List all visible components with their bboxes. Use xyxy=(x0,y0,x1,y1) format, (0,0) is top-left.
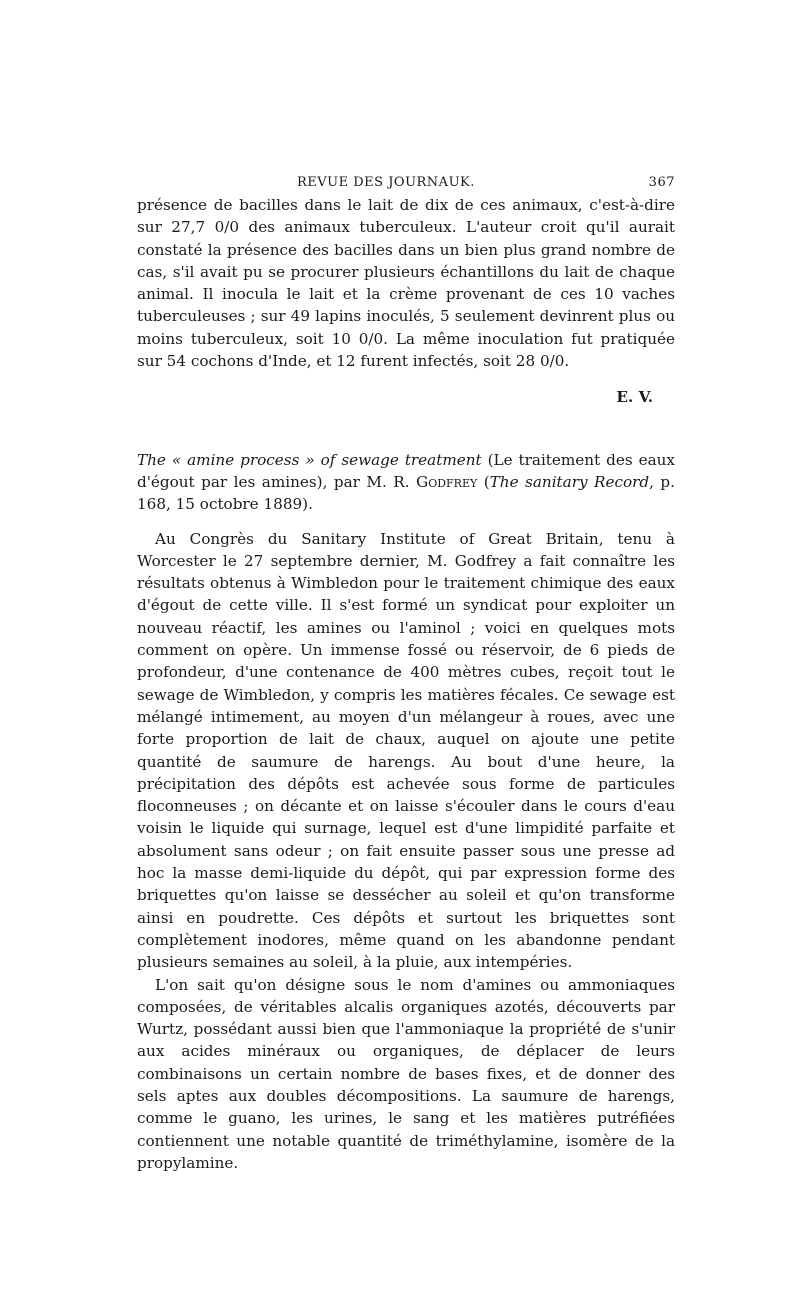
article-author: Godfrey xyxy=(416,472,478,491)
previous-article-text: présence de bacilles dans le lait de dix de ces animaux, c'est-à-dire sur 27,7 0/0 des animaux tuberculeux. L'auteur croit qu'il aurait constaté la présence des bacilles dans un bien plus grand nombre de cas, s'il avait pu se procurer plusieurs échantillons du lait de chaque animal. Il inocula le lait et la crème provenant de ces 10 vaches tuberculeuses ; sur 49 lapins inoculés, 5 seulement devinrent plus ou moins tuberculeux, soit 10 0/0. La même inoculation fut pratiquée sur 54 cochons d'Inde, et 12 furent infectés, soit 28 0/0. xyxy=(137,196,675,371)
source-close: , p. 168, 15 octobre 1889). xyxy=(137,472,675,514)
spacer xyxy=(137,516,675,528)
source-open: ( xyxy=(477,472,490,491)
body-paragraph: Au Congrès du Sanitary Institute of Great Britain, tenu à Worcester le 27 septembre dernier, M. Godfrey a fait connaître les résultats obtenus à Wimbledon pour le traitement chimique des eaux d'égout de cette ville. Il s'est formé un syndicat pour exploiter un nouveau réactif, les amines ou l'aminol ; voici en quelques mots comment on opère. Un immense fossé ou réservoir, de 6 pieds de profondeur, d'une contenance de 400 mètres cubes, reçoit tout le sewage de Wimbledon, y compris les matières fécales. Ce sewage est mélangé intimement, au moyen d'un mélangeur à roues, avec une forte proportion de lait de chaux, auquel on ajoute une petite quantité de saumure de harengs. Au bout d'une heure, la précipitation des dépôts est achevée sous forme de particules floconneuses ; on décante et on laisse s'écouler dans le cours d'eau voisin le liquide qui surnage, lequel est d'une limpidité parfaite et absolument sans odeur ; on fait ensuite passer sous une presse ad hoc la masse demi-liquide du dépôt, qui par expression forme des briquettes qu'on laisse se dessécher au soleil et qu'on transforme ainsi en poudrette. Ces dépôts et surtout les briquettes sont complètement inodores, même quand on les abandonne pendant plusieurs semaines au soleil, à la pluie, aux intempéries. xyxy=(137,529,675,972)
article-title-english: The « amine process » of sewage treatment xyxy=(137,450,482,469)
running-head xyxy=(137,168,675,194)
running-title: REVUE DES JOURNAUK. xyxy=(297,175,475,190)
article-heading xyxy=(137,449,675,516)
page-number: 367 xyxy=(648,175,675,190)
body-paragraph: L'on sait qu'on désigne sous le nom d'amines ou ammoniaques composées, de véritables alcalis organiques azotés, découverts par Wurtz, possédant aussi bien que l'ammoniaque la propriété de s'unir aux acides minéraux ou organiques, de déplacer de leurs combinaisons un certain nombre de bases fixes, et de donner des sels aptes aux doubles décompositions. La saumure de harengs, comme le guano, les urines, le sang et les matières putréfiées contiennent une notable quantité de triméthylamine, isomère de la propylamine. xyxy=(137,975,675,1172)
article-source: The sanitary Record xyxy=(489,472,650,491)
signature: E. V. xyxy=(616,388,653,407)
book-page xyxy=(137,168,675,1174)
article-title-french: (Le traitement des eaux d'égout par les amines), par M. R. xyxy=(137,450,675,491)
section-gap xyxy=(137,409,675,449)
